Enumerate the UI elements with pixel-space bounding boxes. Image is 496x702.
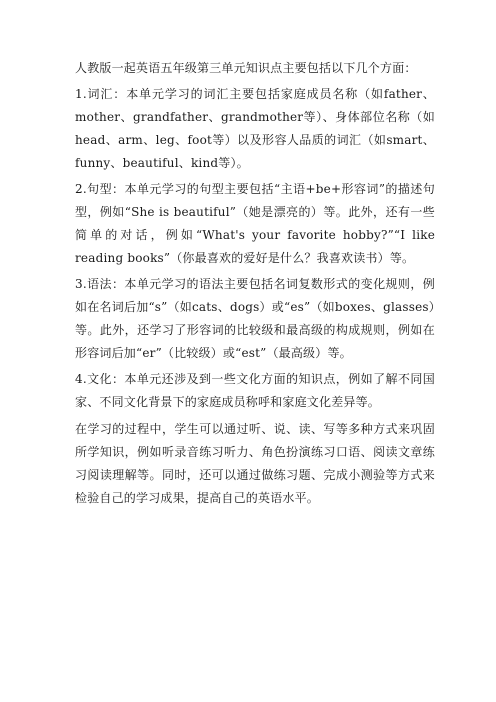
point-vocabulary: 1.词汇：本单元学习的词汇主要包括家庭成员名称（如father、mother、grandfather、grandmother等）、身体部位名称（如head、arm、leg、foot等）以及形容人品质的词汇（如smart、funny、beautiful、kind等）。 — [75, 87, 435, 170]
document-body — [75, 57, 435, 510]
point-grammar: 3.语法：本单元学习的语法主要包括名词复数形式的变化规则，例如在名词后加“s”（如cats、dogs）或“es”（如boxes、glasses）等。此外，还学习了形容词的比较级和最高级的构成规则，例如在形容词后加“er”（比较级）或“est”（最高级）等。 — [75, 277, 435, 360]
summary-paragraph: 在学习的过程中，学生可以通过听、说、读、写等多种方式来巩固所学知识，例如听录音练习听力、角色扮演练习口语、阅读文章练习阅读理解等。同时，还可以通过做练习题、完成小测验等方式来检验自己的学习成果，提高自己的英语水平。 — [75, 422, 435, 505]
point-culture: 4.文化：本单元还涉及到一些文化方面的知识点，例如了解不同国家、不同文化背景下的家庭成员称呼和家庭文化差异等。 — [75, 372, 435, 409]
intro-paragraph: 人教版一起英语五年级第三单元知识点主要包括以下几个方面： — [75, 61, 417, 75]
point-sentence-patterns: 2.句型：本单元学习的句型主要包括“主语+be+形容词”的描述句型，例如“She is beautiful”（她是漂亮的）等。此外，还有一些简单的对话，例如“What's your favorite hobby?”“I like reading books”（你最喜欢的爱好是什么？我喜欢读书）等。 — [75, 182, 435, 265]
